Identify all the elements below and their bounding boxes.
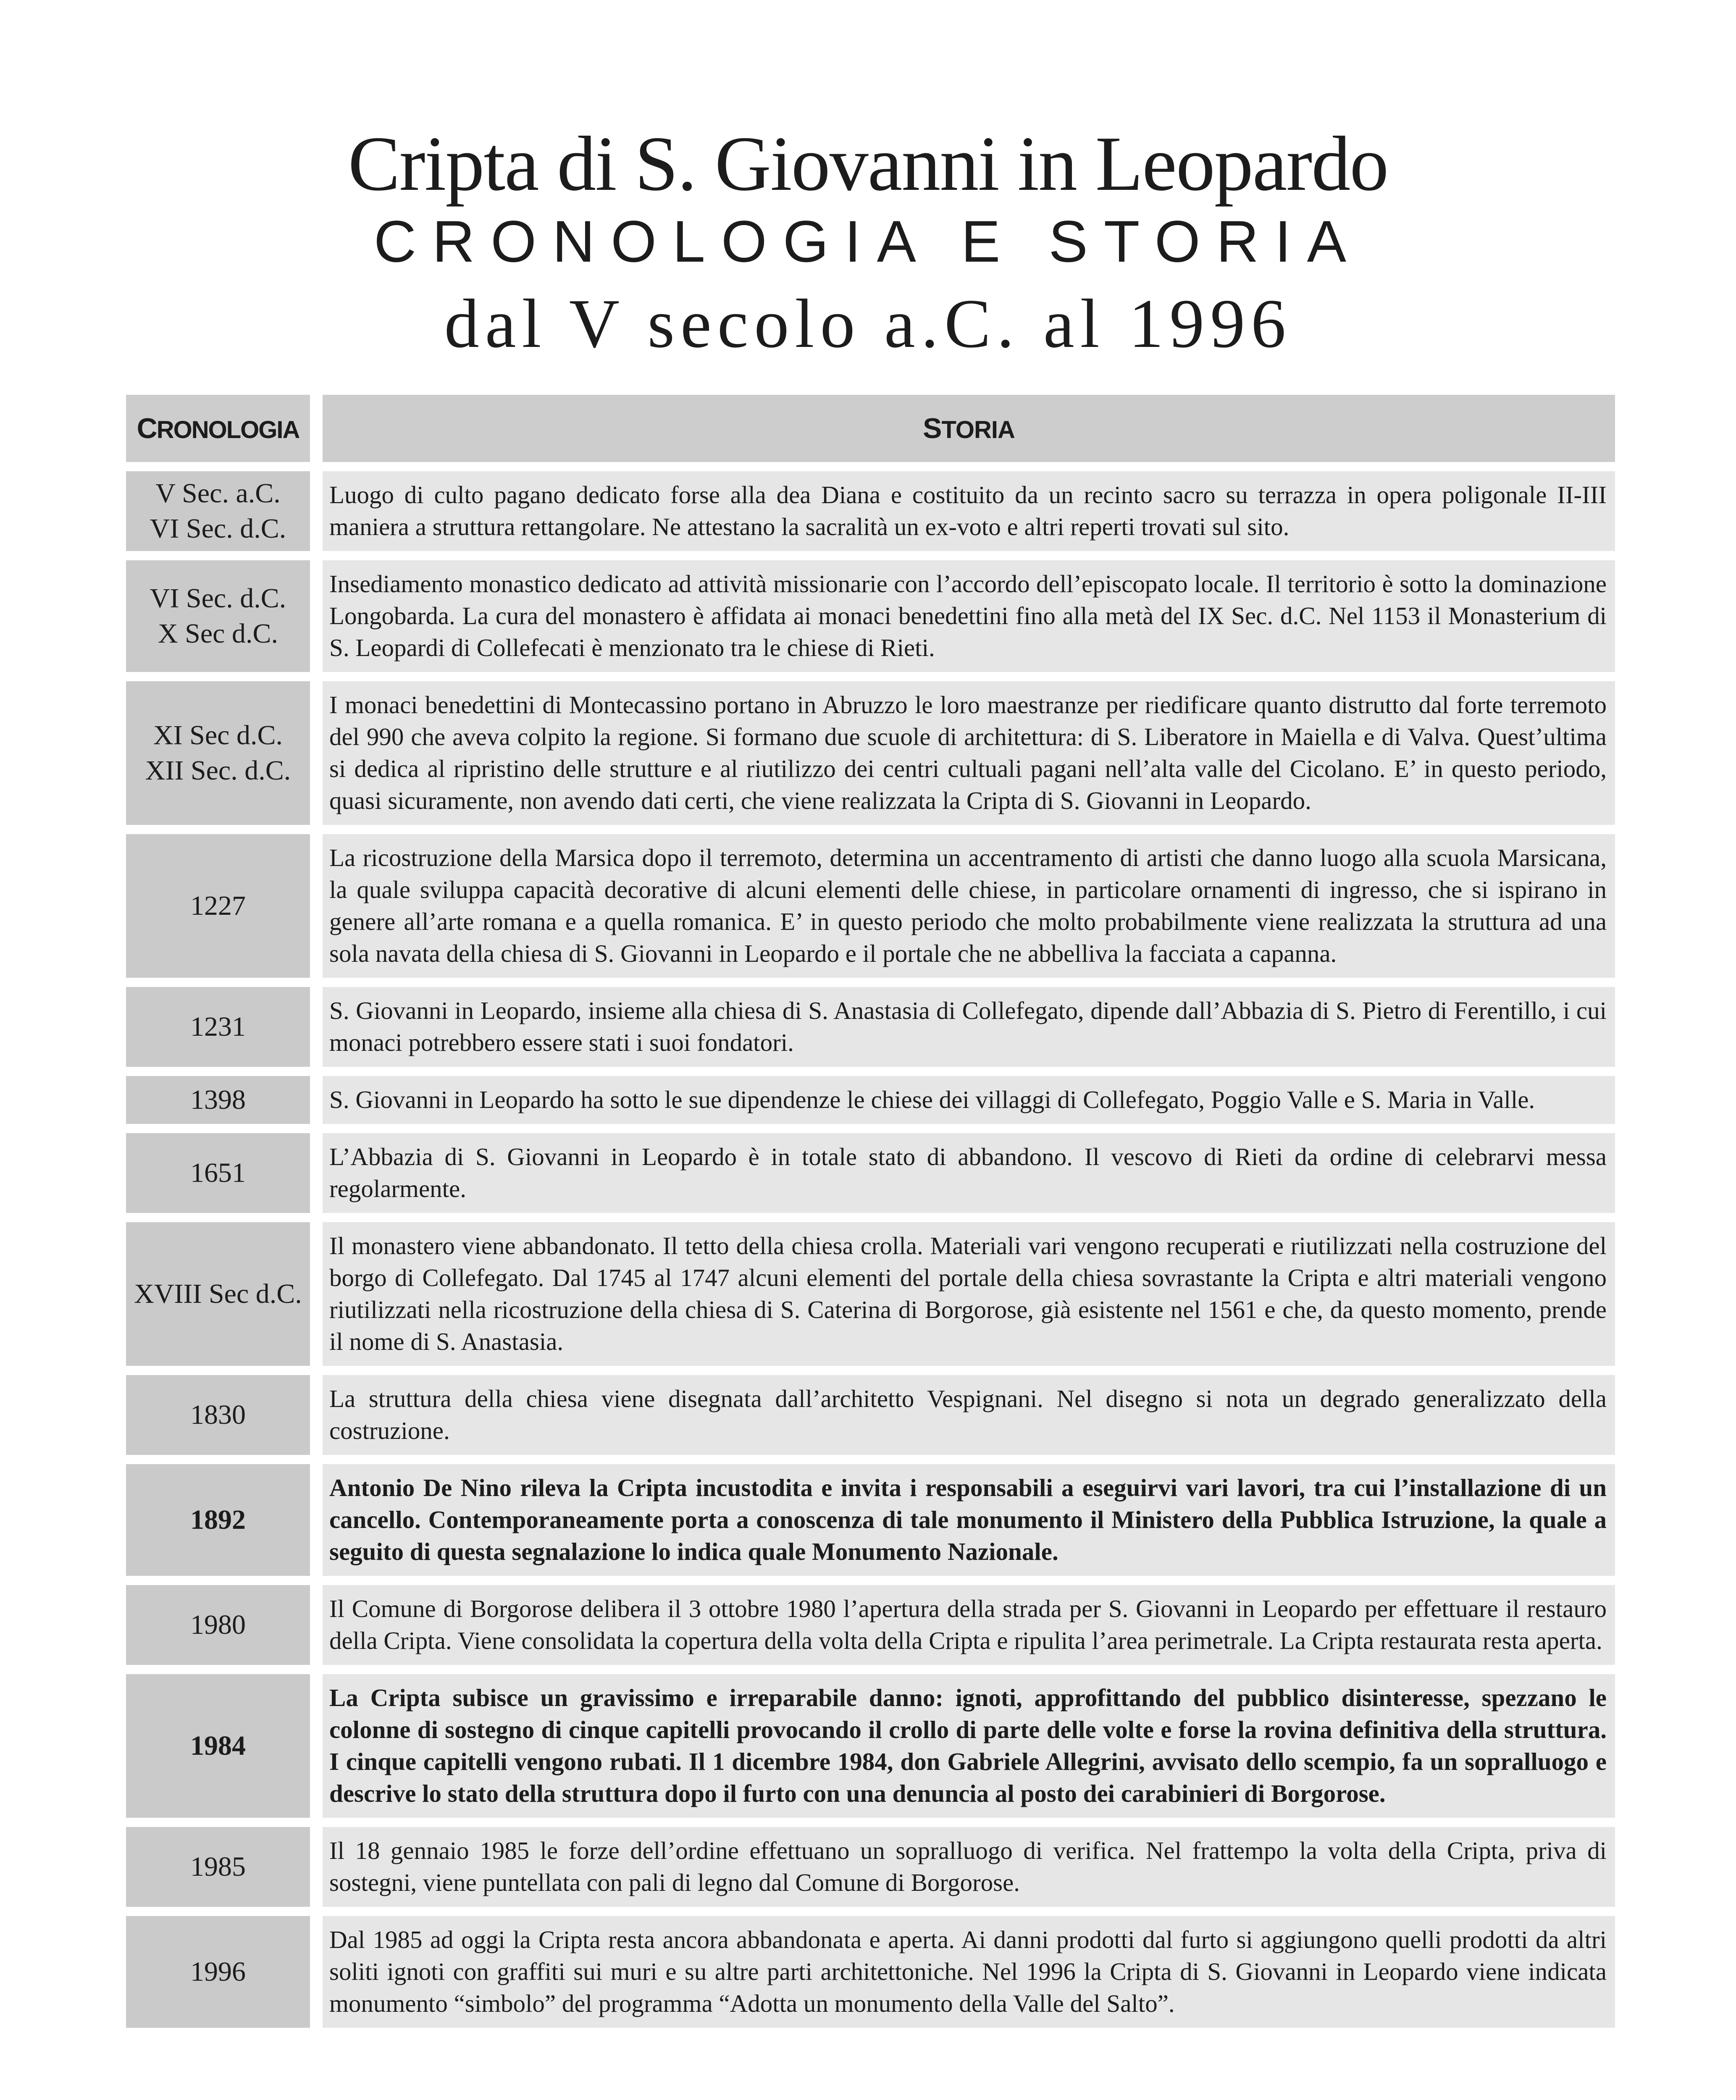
history-text: L’Abbazia di S. Giovanni in Leopardo è in totale stato di abbandono. Il vescovo di Rieti da ordine di celebrarvi messa regolarmente. — [323, 1133, 1615, 1213]
table-row — [126, 1674, 1615, 1818]
history-text: Insediamento monastico dedicato ad attività missionarie con l’accordo dell’episcopato locale. Il territorio è sotto la dominazione Longobarda. La cura del monastero è affidata ai monaci benedettini fino alla metà del IX Sec. d.C. Nel 1153 il Monasterium di S. Leopardi di Collefecati è menzionato tra le chiese di Rieti. — [323, 560, 1615, 672]
page-title: Cripta di S. Giovanni in Leopardo — [348, 121, 1388, 207]
date-label: 1985 — [190, 1851, 246, 1882]
history-text: S. Giovanni in Leopardo, insieme alla chiesa di S. Anastasia di Collefegato, dipende dall’Abbazia di S. Pietro di Ferentillo, i cui monaci potrebbero essere stati i suoi fondatori. — [323, 987, 1615, 1067]
date-label: XVIII Sec d.C. — [134, 1278, 302, 1309]
date-label: XII Sec. d.C. — [145, 755, 291, 786]
table-row — [126, 1375, 1615, 1455]
date-cell — [126, 1916, 310, 2028]
table-row — [126, 1585, 1615, 1665]
date-label: 1984 — [190, 1730, 246, 1761]
table-row — [126, 1133, 1615, 1213]
history-text: Il Comune di Borgorose delibera il 3 ottobre 1980 l’apertura della strada per S. Giovanni in Leopardo per effettuare il restauro della Cripta. Viene consolidata la copertura della volta della Cripta e ripulita l’area perimetrale. La Cripta restaurata resta aperta. — [323, 1585, 1615, 1665]
date-cell — [126, 1464, 310, 1576]
date-label: 1231 — [190, 1011, 246, 1042]
table-row — [126, 681, 1615, 825]
history-text: Luogo di culto pagano dedicato forse alla dea Diana e costituito da un recinto sacro su terrazza in opera poligonale II-III maniera a struttura rettangolare. Ne attestano la sacralità un ex-voto e altri reperti trovati sul sito. — [323, 471, 1615, 551]
date-cell — [126, 1133, 310, 1213]
table-row — [126, 1464, 1615, 1576]
date-cell — [126, 1674, 310, 1818]
date-cell — [126, 1222, 310, 1366]
date-label: 1227 — [190, 890, 246, 921]
chronology-table — [126, 395, 1615, 2037]
table-row — [126, 987, 1615, 1067]
table-header — [126, 395, 1615, 462]
date-cell — [126, 987, 310, 1067]
table-body — [126, 471, 1615, 2028]
header-storia-label: STORIA — [923, 412, 1015, 444]
date-label: 1996 — [190, 1956, 246, 1987]
table-row — [126, 1076, 1615, 1124]
history-text: Antonio De Nino rileva la Cripta incustodita e invita i responsabili a eseguirvi vari lavori, tra cui l’installazione di un cancello. Contemporaneamente porta a conoscenza di tale monumento il Ministero della Pubblica Istruzione, la quale a seguito di questa segnalazione lo indica quale Monumento Nazionale. — [323, 1464, 1615, 1576]
history-text: La ricostruzione della Marsica dopo il terremoto, determina un accentramento di artisti che danno luogo alla scuola Marsicana, la quale sviluppa capacità decorative di alcuni elementi delle chiese, in particolare ornamenti di ingresso, che si ispirano in genere all’arte romana e a quella romanica. E’ in questo periodo che molto probabilmente viene realizzata la struttura ad una sola navata della chiesa di S. Giovanni in Leopardo e il portale che ne abbelliva la facciata a capanna. — [323, 834, 1615, 978]
date-label: 1980 — [190, 1609, 246, 1640]
header-cronologia-label: CRONOLOGIA — [137, 412, 299, 444]
date-cell — [126, 1827, 310, 1907]
date-cell — [126, 681, 310, 825]
history-text: Il monastero viene abbandonato. Il tetto della chiesa crolla. Materiali vari vengono recuperati e riutilizzati nella costruzione del borgo di Collefegato. Dal 1745 al 1747 alcuni elementi del portale della chiesa sovrastante la Cripta e altri materiali vengono riutilizzati nella ricostruzione della chiesa di S. Caterina di Borgorose, già esistente nel 1561 e che, da questo momento, prende il nome di S. Anastasia. — [323, 1222, 1615, 1366]
date-label: X Sec d.C. — [158, 618, 278, 649]
history-text: Il 18 gennaio 1985 le forze dell’ordine effettuano un sopralluogo di verifica. Nel frattempo la volta della Cripta, priva di sostegni, viene puntellata con pali di legno dal Comune di Borgorose. — [323, 1827, 1615, 1907]
date-cell — [126, 471, 310, 551]
header-cronologia — [126, 395, 310, 462]
history-text: I monaci benedettini di Montecassino portano in Abruzzo le loro maestranze per riedificare quanto distrutto dal forte terremoto del 990 che aveva colpito la regione. Si formano due scuole di architettura: di S. Liberatore in Maiella e di Valva. Quest’ultima si dedica al ripristino delle strutture e al riutilizzo dei centri cultuali pagani nell’alta valle del Cicolano. E’ in questo periodo, quasi sicuramente, non avendo dati certi, che viene realizzata la Cripta di S. Giovanni in Leopardo. — [323, 681, 1615, 825]
history-text: Dal 1985 ad oggi la Cripta resta ancora abbandonata e aperta. Ai danni prodotti dal furto si aggiungono quelli prodotti da altri soliti ignoti con graffiti sui muri e su altre parti architettoniche. Nel 1996 la Cripta di S. Giovanni in Leopardo viene indicata monumento “simbolo” del programma “Adotta un monumento della Valle del Salto”. — [323, 1916, 1615, 2028]
date-label: XI Sec d.C. — [153, 720, 283, 751]
title-block — [0, 122, 1736, 361]
header-storia — [323, 395, 1615, 462]
table-row — [126, 471, 1615, 551]
date-label: 1651 — [190, 1158, 246, 1188]
history-text: S. Giovanni in Leopardo ha sotto le sue dipendenze le chiese dei villaggi di Collefegato, Poggio Valle e S. Maria in Valle. — [323, 1076, 1615, 1124]
date-cell — [126, 560, 310, 672]
date-label: 1892 — [190, 1504, 246, 1535]
table-row — [126, 560, 1615, 672]
page-period: dal V secolo a.C. al 1996 — [444, 285, 1292, 362]
table-row — [126, 1916, 1615, 2028]
table-row — [126, 1222, 1615, 1366]
date-cell — [126, 1585, 310, 1665]
date-cell — [126, 1375, 310, 1455]
date-cell — [126, 834, 310, 978]
history-text: La Cripta subisce un gravissimo e irreparabile danno: ignoti, approfittando del pubblico disinteresse, spezzano le colonne di sostegno di cinque capitelli provocando il crollo di parte delle volte e forse la rovina definitiva della struttura. I cinque capitelli vengono rubati. Il 1 dicembre 1984, don Gabriele Allegrini, avvisato dello scempio, fa un sopralluogo e descrive lo stato della struttura dopo il furto con una denuncia al posto dei carabinieri di Borgorose. — [323, 1674, 1615, 1818]
date-label: VI Sec. d.C. — [150, 513, 286, 544]
date-label: 1830 — [190, 1399, 246, 1430]
date-label: V Sec. a.C. — [155, 478, 281, 509]
date-label: 1398 — [190, 1084, 246, 1115]
table-row — [126, 1827, 1615, 1907]
history-text: La struttura della chiesa viene disegnata dall’architetto Vespignani. Nel disegno si nota un degrado generalizzato della costruzione. — [323, 1375, 1615, 1455]
date-cell — [126, 1076, 310, 1124]
table-row — [126, 834, 1615, 978]
date-label: VI Sec. d.C. — [150, 583, 286, 614]
page-subtitle: CRONOLOGIA E STORIA — [373, 208, 1363, 274]
